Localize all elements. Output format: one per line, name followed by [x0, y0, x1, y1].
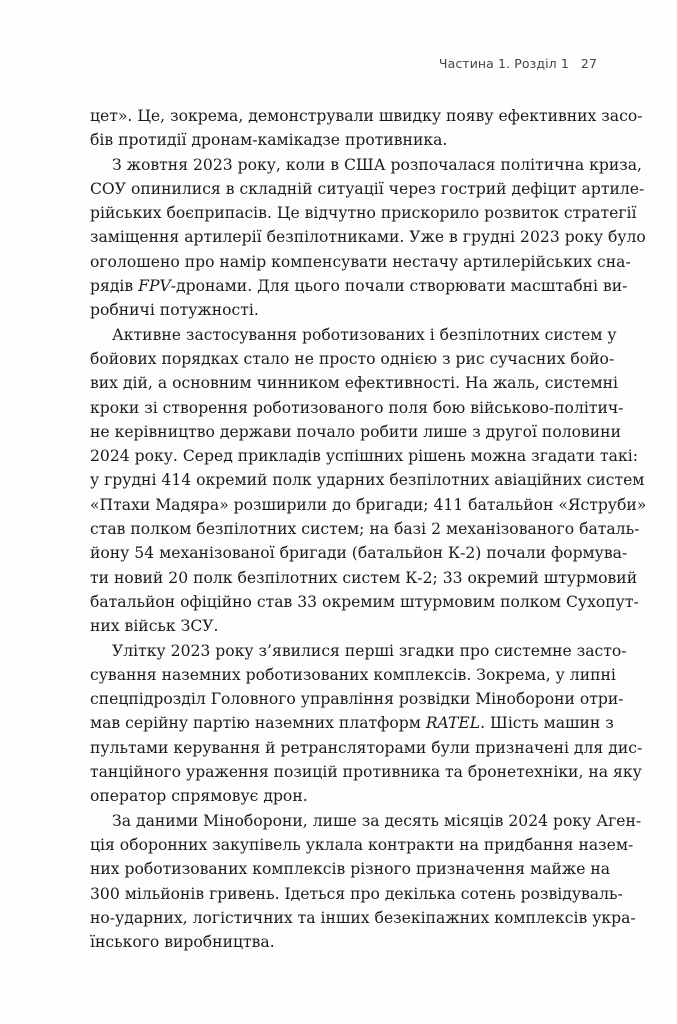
- text-line: рійських боєприпасів. Це відчутно прискорило розвиток стратегії: [90, 204, 637, 223]
- text-line: їнського виробництва.: [90, 933, 275, 952]
- text-line: робничі потужності.: [90, 301, 259, 320]
- text-line: них військ ЗСУ.: [90, 617, 219, 636]
- text-line: танційного ураження позицій противника та бронетехніки, на яку: [90, 763, 642, 782]
- text-line: З жовтня 2023 року, коли в США розпочалася політична криза,: [112, 155, 642, 174]
- paragraph: [90, 809, 642, 955]
- running-title: Частина 1. Розділ 1: [438, 56, 569, 71]
- text-line: кроки зі створення роботизованого поля бою військово-політич-: [90, 398, 624, 417]
- text-line: став полком безпілотних систем; на базі 2 механізованого баталь-: [90, 520, 640, 539]
- paragraph: [90, 104, 643, 153]
- text-line: рядів FPV-дронами. Для цього почали створювати масштабні ви-: [90, 277, 628, 296]
- paragraph: [90, 153, 646, 323]
- text-line: цет». Це, зокрема, демонстрували швидку появу ефективних засо-: [90, 107, 643, 125]
- text-line: у грудні 414 окремий полк ударних безпілотних авіаційних систем: [90, 471, 645, 490]
- text-line: бів протидії дронам-камікадзе противника.: [90, 131, 448, 150]
- text-line: оголошено про намір компенсувати нестачу артилерійських сна-: [90, 252, 631, 271]
- text-line: йону 54 механізованої бригади (батальйон К-2) почали формува-: [90, 544, 628, 563]
- page-number: 27: [580, 56, 597, 71]
- text-line: За даними Міноборони, лише за десять місяців 2024 року Аген-: [112, 811, 642, 830]
- text-line: СОУ опинилися в складній ситуації через гострий дефіцит артиле-: [90, 179, 645, 198]
- text-line: не керівництво держави почало робити лише з другої половини: [90, 422, 621, 441]
- text-line: вих дій, а основним чинником ефективності. На жаль, системні: [90, 374, 619, 393]
- text-line: них роботизованих комплексів різного призначення майже на: [90, 860, 611, 879]
- text-line: ція оборонних закупівель уклала контракти на придбання назем-: [90, 835, 634, 854]
- paragraph: [90, 323, 647, 639]
- text-line: ти новий 20 полк безпілотних систем К-2; 33 окремий штурмовий: [90, 568, 638, 587]
- text-line: Активне застосування роботизованих і безпілотних систем у: [112, 325, 617, 344]
- text-line: спецпідрозділ Головного управління розвідки Міноборони отри-: [90, 690, 624, 709]
- body-text: [90, 104, 647, 954]
- text-line: сування наземних роботизованих комплексів. Зокрема, у липні: [90, 665, 616, 684]
- text-line: заміщення артилерії безпілотниками. Уже в грудні 2023 року було: [90, 228, 646, 247]
- text-line: пультами керування й ретрансляторами були призначені для дис-: [90, 738, 643, 757]
- text-line: мав серійну партію наземних платформ RATEL. Шість машин з: [90, 714, 614, 733]
- text-line: Улітку 2023 року з’явилися перші згадки про системне засто-: [112, 641, 627, 660]
- text-line: но-ударних, логістичних та інших безекіпажних комплексів укра-: [90, 908, 636, 927]
- text-line: бойових порядках стало не просто однією з рис сучасних бойо-: [90, 349, 615, 368]
- text-line: оператор спрямовує дрон.: [90, 787, 308, 806]
- text-line: «Птахи Мадяра» розширили до бригади; 411 батальйон «Яструби»: [90, 495, 647, 514]
- text-line: 300 мільйонів гривень. Ідеться про декілька сотень розвідуваль-: [90, 884, 623, 903]
- running-header: [439, 56, 597, 71]
- text-line: 2024 року. Серед прикладів успішних рішень можна згадати такі:: [90, 447, 638, 466]
- text-line: батальйон офіційно став 33 окремим штурмовим полком Сухопут-: [90, 592, 639, 611]
- paragraph: [90, 639, 643, 809]
